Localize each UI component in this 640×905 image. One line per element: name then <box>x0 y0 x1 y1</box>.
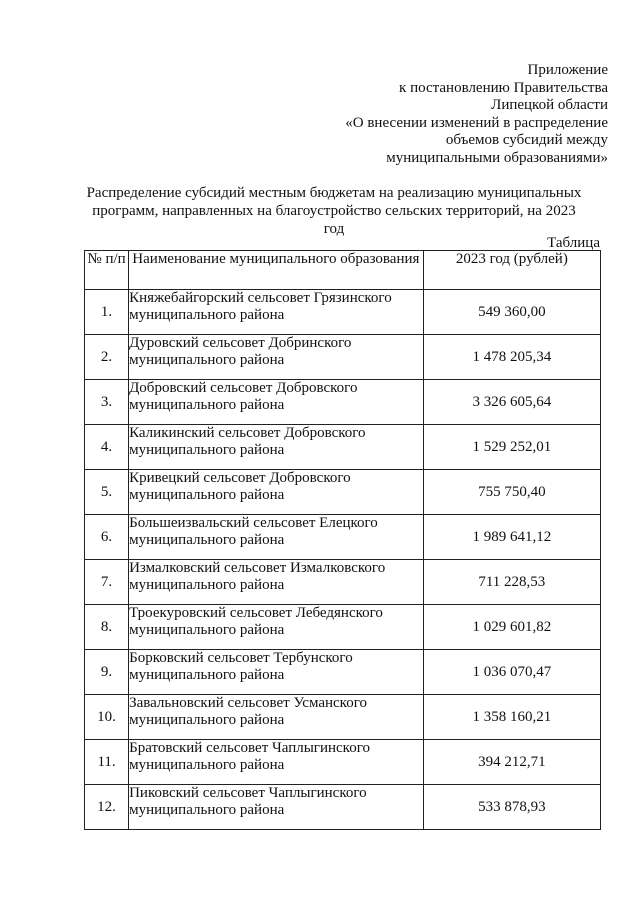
row-amount: 1 478 205,34 <box>423 335 600 380</box>
table-row <box>85 560 601 605</box>
row-number: 4. <box>85 425 129 470</box>
row-name: Княжебайгорский сельсовет Грязинского муниципального района <box>129 290 424 335</box>
row-number: 3. <box>85 380 129 425</box>
header-number: № п/п <box>85 251 129 290</box>
row-name: Кривецкий сельсовет Добровского муниципального района <box>129 470 424 515</box>
row-number: 10. <box>85 695 129 740</box>
row-name: Добровский сельсовет Добровского муниципального района <box>129 380 424 425</box>
row-amount: 549 360,00 <box>423 290 600 335</box>
appendix-line: объемов субсидий между <box>445 132 608 148</box>
header-amount: 2023 год (рублей) <box>423 251 600 290</box>
row-number: 12. <box>85 785 129 830</box>
table-row <box>85 605 601 650</box>
row-amount: 394 212,71 <box>423 740 600 785</box>
row-name: Измалковский сельсовет Измалковского муниципального района <box>129 560 424 605</box>
row-name: Каликинский сельсовет Добровского муниципального района <box>129 425 424 470</box>
appendix-block <box>345 62 608 167</box>
row-number: 8. <box>85 605 129 650</box>
row-amount: 1 036 070,47 <box>423 650 600 695</box>
table-row <box>85 785 601 830</box>
table-row <box>85 695 601 740</box>
appendix-line: Липецкой области <box>491 97 608 113</box>
appendix-line: муниципальными образованиями» <box>386 149 608 166</box>
row-amount: 3 326 605,64 <box>423 380 600 425</box>
row-name: Братовский сельсовет Чаплыгинского муниципального района <box>129 740 424 785</box>
row-amount: 1 989 641,12 <box>423 515 600 560</box>
row-name: Пиковский сельсовет Чаплыгинского муниципального района <box>129 785 424 830</box>
table-row <box>85 380 601 425</box>
table-row <box>85 335 601 380</box>
row-number: 7. <box>85 560 129 605</box>
table-row <box>85 650 601 695</box>
table-row <box>85 425 601 470</box>
row-number: 2. <box>85 335 129 380</box>
row-amount: 755 750,40 <box>423 470 600 515</box>
table-row <box>85 290 601 335</box>
row-number: 6. <box>85 515 129 560</box>
row-number: 9. <box>85 650 129 695</box>
header-name: Наименование муниципального образования <box>129 251 424 290</box>
row-name: Дуровский сельсовет Добринского муниципального района <box>129 335 424 380</box>
row-number: 1. <box>85 290 129 335</box>
table-row <box>85 470 601 515</box>
appendix-line: Приложение <box>527 62 608 78</box>
row-name: Борковский сельсовет Тербунского муниципального района <box>129 650 424 695</box>
row-amount: 1 029 601,82 <box>423 605 600 650</box>
row-name: Завальновский сельсовет Усманского муниципального района <box>129 695 424 740</box>
row-name: Троекуровский сельсовет Лебедянского муниципального района <box>129 605 424 650</box>
table-label: Таблица <box>547 235 600 251</box>
row-name: Большеизвальский сельсовет Елецкого муниципального района <box>129 515 424 560</box>
table-row <box>85 515 601 560</box>
row-amount: 533 878,93 <box>423 785 600 830</box>
row-number: 5. <box>85 470 129 515</box>
appendix-line: к постановлению Правительства <box>399 79 608 96</box>
document-heading: Распределение субсидий местным бюджетам на реализацию муниципальных программ, направленных на благоустройство сельских территорий, на 2023 год <box>86 185 582 237</box>
table-header-row <box>85 251 601 290</box>
row-amount: 1 529 252,01 <box>423 425 600 470</box>
appendix-line: «О внесении изменений в распределение <box>345 114 608 131</box>
row-amount: 711 228,53 <box>423 560 600 605</box>
table-row <box>85 740 601 785</box>
row-amount: 1 358 160,21 <box>423 695 600 740</box>
row-number: 11. <box>85 740 129 785</box>
subsidy-table <box>84 250 601 830</box>
